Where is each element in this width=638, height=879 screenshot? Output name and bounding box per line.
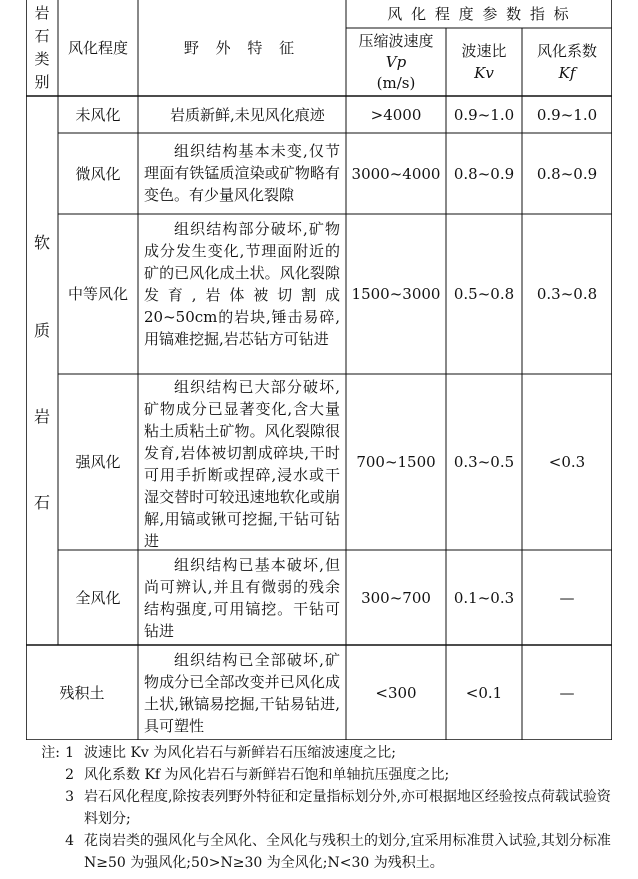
header-category-char: 类 <box>34 50 50 68</box>
kf-cell: <0.3 <box>548 453 586 471</box>
kv-cell: 0.9~1.0 <box>453 105 515 124</box>
header-features: 野 外 特 征 <box>183 39 301 57</box>
degree-cell: 中等风化 <box>67 285 128 303</box>
note-number: 4 <box>65 833 74 849</box>
note-item <box>26 786 612 830</box>
kf-cell: 0.3~0.8 <box>536 285 598 303</box>
header-kv-symbol: Kv <box>474 64 494 82</box>
weathering-table-page <box>26 0 612 879</box>
note-item <box>26 830 612 874</box>
header-vp-label: 压缩波速度 <box>358 31 434 50</box>
note-text: 岩石风化程度,除按表列野外特征和定量指标划分外,亦可根据地区经验按点荷载试验资料划分; <box>84 789 611 827</box>
header-params: 风 化 程 度 参 数 指 标 <box>387 5 571 23</box>
group-label-char: 石 <box>33 493 50 512</box>
header-category-char: 岩 <box>34 4 50 22</box>
note-number: 2 <box>65 767 74 783</box>
degree-cell: 强风化 <box>75 453 121 471</box>
header-kf-symbol: Kf <box>558 64 576 82</box>
header-vp <box>346 28 446 96</box>
degree-cell: 全风化 <box>75 588 121 607</box>
kf-cell: — <box>559 683 575 702</box>
vp-cell: 300~700 <box>361 588 431 607</box>
vp-cell: >4000 <box>370 105 422 124</box>
note-item <box>26 742 612 764</box>
vp-cell: 1500~3000 <box>351 285 441 303</box>
header-category-char: 石 <box>34 27 50 45</box>
vp-cell: 3000~4000 <box>351 164 441 183</box>
features-cell: 组织结构已大部分破坏,矿物成分已显著变化,含大量粘土质粘土矿物。风化裂隙很发育,岩体被切割成碎块,干时可用手折断或捏碎,浸水或干湿交替时可较迅速地软化或崩解,用镐或锹可挖掘,干钻可钻进 <box>144 378 340 550</box>
features-cell: 岩质新鲜,未见风化痕迹 <box>170 106 325 124</box>
group-label-char: 质 <box>33 321 50 340</box>
header-kv <box>446 28 522 96</box>
kv-cell: <0.1 <box>465 683 503 702</box>
note-text: 波速比 Kv 为风化岩石与新鲜岩石压缩波速度之比; <box>84 745 396 761</box>
notes-prefix: 注: <box>41 745 60 761</box>
vp-cell: <300 <box>375 683 417 702</box>
degree-cell: 微风化 <box>75 164 121 183</box>
group-label-char: 软 <box>33 233 50 252</box>
kf-cell: — <box>559 588 575 607</box>
header-category-char: 别 <box>34 73 50 91</box>
kv-cell: 0.8~0.9 <box>453 164 515 183</box>
header-kf-label: 风化系数 <box>536 42 597 60</box>
table-notes <box>26 742 612 874</box>
kf-cell: 0.9~1.0 <box>536 105 598 124</box>
features-cell: 组织结构部分破坏,矿物成分发生变化,节理面附近的矿的已风化成土状。风化裂隙发育,岩体被切割成20~50cm的岩块,锤击易碎,用镐难挖掘,岩芯钻方可钻进 <box>144 220 340 348</box>
features-cell: 组织结构基本未变,仅节理面有铁锰质渲染或矿物略有变色。有少量风化裂隙 <box>144 142 340 204</box>
note-item <box>26 764 612 786</box>
header-kv-label: 波速比 <box>461 42 507 60</box>
header-category <box>26 0 58 96</box>
kf-cell: 0.8~0.9 <box>536 164 598 183</box>
header-degree: 风化程度 <box>67 39 128 57</box>
header-vp-unit: (m/s) <box>376 73 416 92</box>
features-cell: 组织结构已基本破坏,但尚可辨认,并且有微弱的残余结构强度,可用镐挖。干钻可钻进 <box>144 556 340 640</box>
kv-cell: 0.3~0.5 <box>453 453 515 471</box>
note-number: 3 <box>65 789 74 805</box>
kv-cell: 0.1~0.3 <box>453 588 515 607</box>
degree-cell: 残积土 <box>59 683 105 702</box>
header-vp-symbol: Vp <box>385 52 407 71</box>
group-label-char: 岩 <box>33 407 50 426</box>
header-kf <box>522 28 612 96</box>
kv-cell: 0.5~0.8 <box>453 285 515 303</box>
vp-cell: 700~1500 <box>356 453 436 471</box>
note-text: 花岗岩类的强风化与全风化、全风化与残积土的划分,宜采用标准贯入试验,其划分标准 N≥50 为强风化;50>N≥30 为全风化;N<30 为残积土。 <box>84 833 611 871</box>
note-text: 风化系数 Kf 为风化岩石与新鲜岩石饱和单轴抗压强度之比; <box>84 767 450 783</box>
features-cell: 组织结构已全部破坏,矿物成分已全部改变并已风化成土状,锹镐易挖掘,干钻易钻进,具可塑性 <box>144 651 340 735</box>
degree-cell: 未风化 <box>75 105 121 124</box>
note-number: 1 <box>65 745 74 761</box>
